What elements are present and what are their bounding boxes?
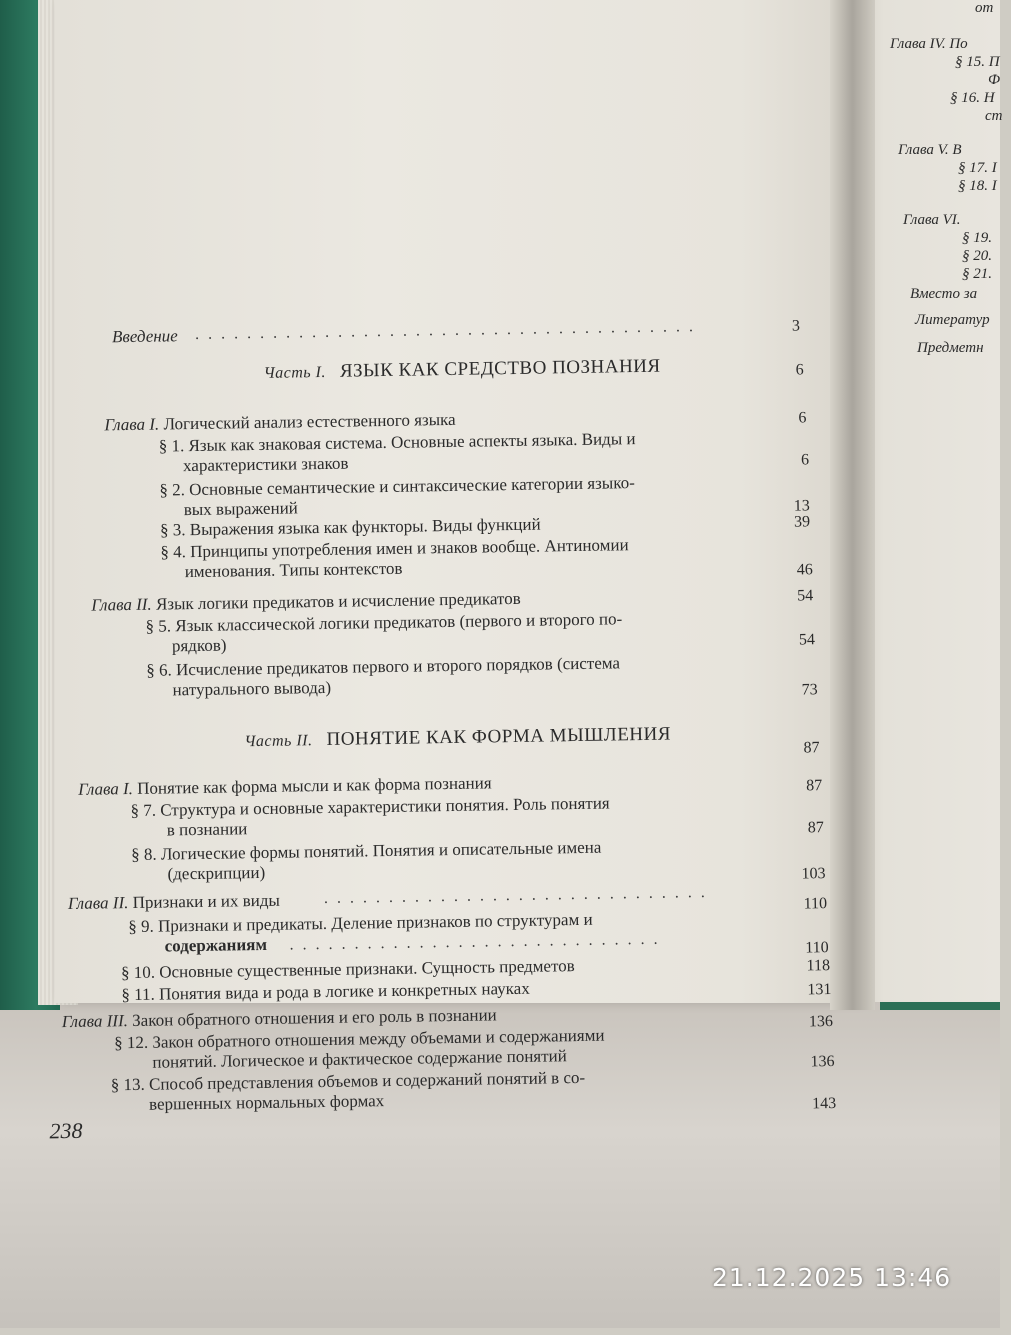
toc-s11-num: § 11.: [121, 984, 155, 1005]
toc-intro-label: Введение: [111, 326, 178, 347]
toc-s13-num: § 13.: [110, 1074, 145, 1095]
right-line: § 21.: [962, 266, 992, 282]
toc-s1-page: 6: [800, 451, 810, 469]
page-number: 238: [49, 1117, 83, 1144]
toc-p1-ch2-label: Глава II.: [91, 594, 152, 615]
right-line: Глава VI.: [903, 212, 961, 228]
toc-p2-ch3-title: Закон обратного отношения и его роль в познании: [132, 1005, 497, 1031]
toc-part1: [263, 357, 660, 384]
toc-s8-page: 103: [801, 865, 826, 883]
toc-s10-page: 118: [806, 957, 831, 975]
toc-s1-text: Язык как знаковая система. Основные аспекты языка. Виды и: [188, 429, 636, 456]
right-line: от: [975, 0, 994, 16]
toc-s11-page: 131: [807, 981, 832, 999]
toc-s6-page: 73: [801, 681, 818, 699]
toc-s2-line1: [159, 473, 635, 500]
toc-s12-num: § 12.: [113, 1032, 149, 1053]
right-line: § 18. І: [958, 178, 997, 194]
toc-s10-num: § 10.: [120, 962, 156, 983]
right-line: § 16. Н: [950, 90, 995, 106]
toc-part2-title: ПОНЯТИЕ КАК ФОРМА МЫШЛЕНИЯ: [326, 723, 672, 750]
toc-s8-text: Логические формы понятий. Понятия и описательные имена: [160, 837, 602, 864]
right-line: Предметн: [917, 340, 984, 356]
toc-p2-ch1-label: Глава I.: [77, 778, 134, 799]
toc-s4-page: 46: [796, 561, 813, 579]
toc-s7-num: § 7.: [130, 800, 157, 821]
right-line: § 15. П: [955, 54, 1000, 70]
toc-part2-label: Часть II.: [244, 732, 313, 751]
toc-s4-text: Принципы употребления имен и знаков вообще. Антиномии: [190, 535, 629, 562]
toc-p1-ch1-label: Глава I.: [104, 414, 160, 435]
toc-s8-num: § 8.: [131, 844, 157, 865]
toc-s13-line2: вершенных нормальных формах: [148, 1091, 385, 1114]
toc-s3-page: 39: [793, 513, 811, 531]
toc-p1-ch2-page: 54: [797, 587, 814, 605]
toc-p1-ch1: [104, 410, 456, 436]
toc-s12-line2: понятий. Логическое и фактическое содержание понятий: [152, 1046, 567, 1072]
toc-s5-line2: рядков): [171, 635, 227, 656]
toc-s12-text: Закон обратного отношения между объемами и содержаниями: [152, 1025, 605, 1052]
toc-p2-ch1-page: 87: [806, 777, 823, 795]
toc-s6-line2: натурального вывода): [172, 677, 332, 700]
photo-timestamp: 21.12.2025 13:46: [712, 1263, 952, 1292]
toc-s2-text: Основные семантические и синтаксические категории языко-: [189, 473, 635, 500]
toc-s8-line2: (дескрипции): [167, 862, 266, 884]
right-line: § 19.: [962, 230, 992, 246]
toc-s9-text: Признаки и предикаты. Деление признаков по структурам и: [157, 909, 593, 936]
right-line: Глава V. В: [898, 142, 962, 158]
toc-s6-text: Исчисление предикатов первого и второго порядков (система: [175, 653, 621, 680]
toc-intro-page: 3: [791, 317, 801, 335]
toc-p2-ch2-label: Глава II.: [67, 893, 129, 914]
toc-s5-num: § 5.: [145, 616, 172, 636]
toc-s7-page: 87: [807, 819, 824, 837]
toc-s2-page: 13: [793, 497, 810, 515]
toc-p2-ch1-title: Понятие как форма мысли и как форма познания: [137, 773, 492, 798]
toc-s1-num: § 1.: [158, 436, 185, 456]
toc-s2-num: § 2.: [159, 480, 186, 500]
toc-part2-page: 87: [803, 739, 820, 757]
toc-s9-num: § 9.: [128, 916, 154, 937]
toc-s3-num: § 3.: [159, 520, 186, 540]
toc-s8-line1: [131, 838, 601, 865]
toc-p2-ch2-page: 110: [803, 895, 828, 913]
toc-s4-num: § 4.: [160, 542, 187, 562]
toc-p2-ch2-title: Признаки и их виды: [132, 890, 281, 913]
toc-s7-line2: в познании: [166, 819, 248, 840]
toc-part1-title: ЯЗЫК КАК СРЕДСТВО ПОЗНАНИЯ: [339, 355, 661, 382]
toc-part1-page: 6: [795, 361, 804, 379]
toc-p2-ch3-label: Глава III.: [61, 1011, 129, 1032]
toc-s6-line1: [146, 653, 620, 680]
leader-dots: .......................................: [194, 318, 703, 343]
toc-s5-page: 54: [798, 631, 816, 649]
toc-s13-text: Способ представления объемов и содержаний понятий в со-: [148, 1067, 586, 1094]
toc-part1-label: Часть I.: [263, 363, 327, 382]
toc-s10-text: Основные существенные признаки. Сущность предметов: [159, 956, 575, 982]
right-line: Литератур: [915, 312, 990, 328]
toc-p1-ch1-title: Логический анализ естественного языка: [163, 409, 456, 434]
toc-s11-line1: [121, 979, 530, 1005]
toc-p1-ch2-title: Язык логики предикатов и исчисление предикатов: [155, 588, 521, 614]
leader-dots: .............................: [289, 930, 667, 954]
toc-p2-ch2: [68, 891, 280, 914]
right-line: ст: [985, 108, 1003, 124]
leader-dots: ..............................: [323, 883, 714, 908]
toc-s2-line2: вых выражений: [183, 498, 298, 520]
toc-s9-page: 110: [805, 939, 829, 957]
right-line: Глава IV. По: [890, 36, 968, 52]
toc-s13-page: 143: [812, 1094, 837, 1113]
toc-s9-line2: содержаниям: [164, 934, 268, 956]
toc-p2-ch3-page: 136: [808, 1013, 834, 1031]
toc-s5-text: Язык классической логики предикатов (первого и второго по-: [175, 609, 623, 636]
toc-p1-ch1-page: 6: [798, 409, 807, 427]
toc-s4-line2: именования. Типы контекстов: [184, 558, 403, 582]
right-line: § 17. І: [958, 160, 997, 176]
toc-s3-text: Выражения языка как функторы. Виды функций: [189, 514, 541, 540]
toc-part2: [244, 725, 671, 753]
right-line: Вместо за: [910, 286, 978, 302]
right-line: Ф: [988, 72, 1001, 88]
toc-s11-text: Понятия вида и рода в логике и конкретных науках: [158, 978, 530, 1004]
toc-s1-line2: характеристики знаков: [182, 453, 349, 476]
right-line: § 20.: [962, 248, 992, 264]
toc-s6-num: § 6.: [146, 660, 172, 680]
toc-s12-page: 136: [810, 1053, 835, 1071]
toc-s7-text: Структура и основные характеристики понятия. Роль понятия: [160, 793, 610, 820]
